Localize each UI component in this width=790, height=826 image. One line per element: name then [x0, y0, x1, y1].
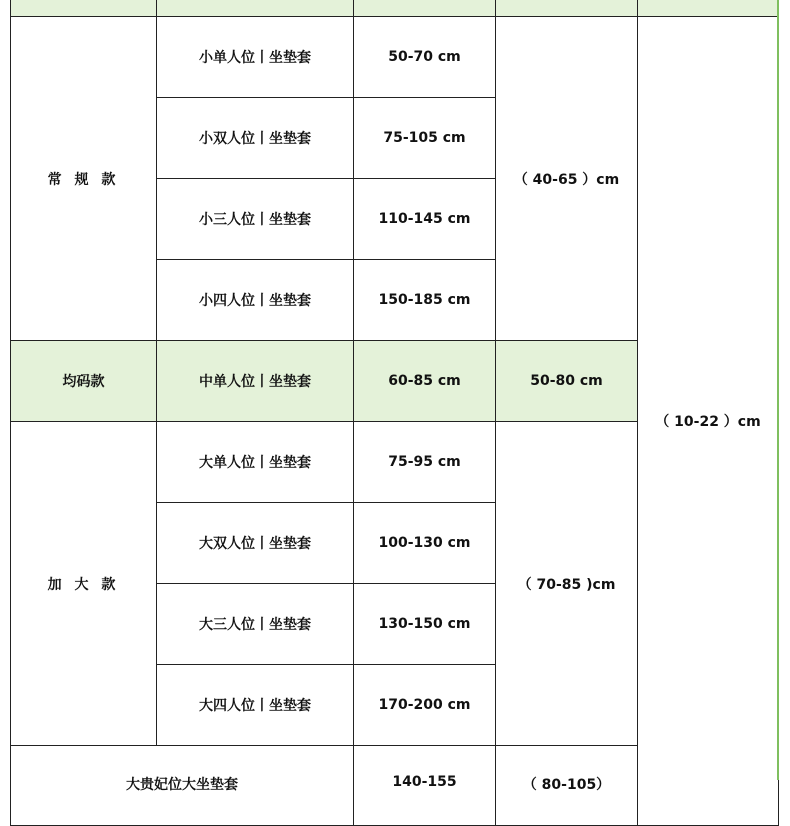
- header-cell: [11, 0, 157, 17]
- size-table-container: [10, 0, 778, 793]
- length-cell: 150-185 cm: [354, 260, 496, 341]
- model-cell: 大三人位丨坐垫套: [157, 584, 354, 665]
- header-cell: [157, 0, 354, 17]
- length-cell: 100-130 cm: [354, 503, 496, 584]
- length-cell: 60-85 cm: [354, 341, 496, 422]
- thickness-cell: （ 10-22 ）cm: [638, 17, 779, 826]
- model-cell: 小双人位丨坐垫套: [157, 98, 354, 179]
- model-cell: 小四人位丨坐垫套: [157, 260, 354, 341]
- table-row: [11, 17, 779, 98]
- model-cell: 小单人位丨坐垫套: [157, 17, 354, 98]
- length-cell-chaise: 140-155: [354, 746, 496, 826]
- length-cell: 130-150 cm: [354, 584, 496, 665]
- header-cell: [354, 0, 496, 17]
- group-regular: 常 规 款: [11, 17, 157, 341]
- group-one-size: 均码款: [11, 341, 157, 422]
- depth-one-size: 50-80 cm: [496, 341, 638, 422]
- right-border-rule: [777, 0, 779, 780]
- depth-large: （ 70-85 )cm: [496, 422, 638, 746]
- model-cell: 大四人位丨坐垫套: [157, 665, 354, 746]
- model-cell-chaise: 大贵妃位大坐垫套: [11, 746, 354, 826]
- length-cell: 110-145 cm: [354, 179, 496, 260]
- length-cell: 75-95 cm: [354, 422, 496, 503]
- length-cell: 75-105 cm: [354, 98, 496, 179]
- header-cell: [638, 0, 779, 17]
- model-cell: 大双人位丨坐垫套: [157, 503, 354, 584]
- model-cell: 小三人位丨坐垫套: [157, 179, 354, 260]
- length-cell: 50-70 cm: [354, 17, 496, 98]
- length-cell: 170-200 cm: [354, 665, 496, 746]
- header-cell: [496, 0, 638, 17]
- group-large: 加 大 款: [11, 422, 157, 746]
- model-cell: 中单人位丨坐垫套: [157, 341, 354, 422]
- size-table: [10, 0, 779, 826]
- header-row: [11, 0, 779, 17]
- model-cell: 大单人位丨坐垫套: [157, 422, 354, 503]
- depth-cell-chaise: （ 80-105）: [496, 746, 638, 826]
- depth-regular: （ 40-65 ）cm: [496, 17, 638, 341]
